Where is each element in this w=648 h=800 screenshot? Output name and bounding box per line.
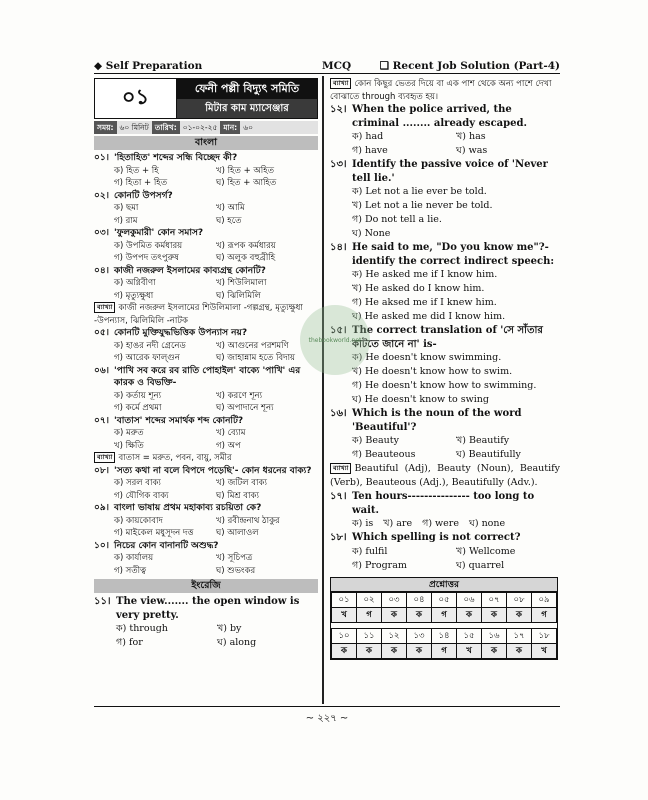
question-number-cell: ০৬ <box>456 592 481 607</box>
question-text: When the police arrived, the criminal ........ already escaped. <box>352 104 527 129</box>
question-number-cell: ০৫ <box>432 592 457 607</box>
option-group <box>330 434 560 462</box>
question-number: ১০। <box>94 540 109 551</box>
option[interactable]: খ) রবীন্দ্রনাথ ঠাকুর <box>216 515 280 526</box>
option[interactable]: ক) কার্যালয় <box>114 553 154 563</box>
option[interactable]: ক) হিত + হি <box>114 165 159 176</box>
exam-header <box>94 78 318 119</box>
exam-info-bar <box>94 121 318 134</box>
option[interactable]: ঘ) হিত + আহিত <box>216 178 277 188</box>
question-text: 'সত্য কথা না বলে বিপদে পড়েছি'- কোন ধরনের বাক্য? <box>114 465 312 476</box>
question-row <box>330 103 560 130</box>
answer-cell: গ <box>356 607 381 622</box>
option[interactable]: খ) সূচিপত্র <box>216 553 253 563</box>
answer-row <box>332 592 557 607</box>
option[interactable]: ক) fulfil <box>352 545 388 557</box>
option-grid <box>94 202 318 227</box>
answer-cell: ক <box>482 643 507 658</box>
question-row <box>94 327 318 340</box>
option[interactable]: খ) আগুনের পরশমণি <box>216 340 289 351</box>
question-number-cell: ১৭ <box>507 628 532 643</box>
question-11 <box>94 595 318 650</box>
option[interactable]: ক) হাঙর নদী গ্রেনেড <box>114 340 186 351</box>
question-row <box>94 190 318 203</box>
answer-cell: গ <box>432 643 457 658</box>
question-number: ০৬। <box>94 365 109 376</box>
question-number: ১৭। <box>330 491 347 502</box>
answer-cell: ক <box>407 607 432 622</box>
answer-key <box>330 577 558 660</box>
question-number-cell: ০৯ <box>532 592 557 607</box>
answer-row <box>332 643 557 658</box>
option[interactable]: ক) কর্তায় শূন্য <box>114 390 162 401</box>
marks-label: মান: <box>220 121 240 134</box>
question-item <box>330 241 560 324</box>
question-row <box>330 241 560 268</box>
option[interactable]: ক) উপমিত কর্মধারয় <box>114 240 183 251</box>
answer-cell: খ <box>332 607 357 622</box>
question-text: The view....... the open window is very pretty. <box>116 596 300 621</box>
option-group <box>330 351 560 407</box>
explanation-tag: ব্যাখ্যা <box>94 302 115 313</box>
option[interactable]: ঘ) quarrel <box>456 559 505 571</box>
exam-number: ০১ <box>95 79 177 118</box>
option[interactable]: ঘ) শুভংকর <box>216 565 256 576</box>
answer-cell: খ <box>532 643 557 658</box>
option[interactable]: খ) Let not a lie never be told. <box>352 200 493 211</box>
date-value: ০১-০২-২৫ <box>182 123 218 132</box>
option[interactable]: ঘ) অলুক বহুব্রীহি <box>216 253 276 263</box>
option[interactable]: খ) He doesn't know how to swim. <box>352 366 513 377</box>
question-number: ১২। <box>330 104 347 115</box>
question-text: 'ফুলকুমারী' কোন সমাস? <box>114 228 204 238</box>
option[interactable]: গ) Program <box>352 559 407 571</box>
option[interactable]: খ) has <box>456 131 486 142</box>
question-number: ০৪। <box>94 265 109 276</box>
answer-cell: ক <box>382 643 407 658</box>
option-grid <box>94 340 318 365</box>
running-header <box>94 60 560 74</box>
question-item <box>330 490 560 531</box>
question-row <box>94 265 318 278</box>
question-row <box>330 531 560 545</box>
option[interactable]: ক) সরল বাক্য <box>114 478 161 488</box>
question-item <box>94 365 318 415</box>
option[interactable]: গ) মৃত্যুক্ষুধা <box>114 290 154 301</box>
watermark-logo <box>300 305 370 375</box>
option[interactable]: ক) had <box>352 131 384 142</box>
question-number-cell: ১৮ <box>532 628 557 643</box>
option[interactable]: ঘ) None <box>352 228 391 239</box>
answer-cell: ক <box>382 607 407 622</box>
header-center: MCQ <box>322 60 352 72</box>
option-grid <box>94 165 318 190</box>
explanation-tag: ব্যাখ্যা <box>330 463 351 474</box>
question-number-cell: ১৬ <box>482 628 507 643</box>
answer-table <box>331 592 557 659</box>
option[interactable]: গ) He aksed me if I knew him. <box>352 297 497 308</box>
question-row <box>94 365 318 390</box>
question-number-cell: ১৪ <box>432 628 457 643</box>
question-item <box>94 415 318 465</box>
question-text: 'পাখি সব করে রব রাতি পোহাইল' বাক্যে 'পাখি' এর কারক ও বিভক্তি- <box>114 365 301 388</box>
option[interactable]: ঘ) He doesn't know to swing <box>352 394 489 405</box>
question-text: কোনটি মুক্তিযুদ্ধভিত্তিক উপন্যাস নয়? <box>114 328 248 338</box>
question-row <box>94 502 318 515</box>
answer-cell: ক <box>356 643 381 658</box>
question-number-cell: ০৩ <box>382 592 407 607</box>
question-number: ১৫। <box>330 325 347 336</box>
section-english: ইংরেজি <box>94 579 318 593</box>
explanation <box>330 462 560 490</box>
option[interactable]: গ) Do not tell a lie. <box>352 214 442 225</box>
option[interactable]: গ) অপ <box>216 440 241 451</box>
option[interactable]: গ) উপপদ তৎপুরুষ <box>114 253 179 263</box>
question-text: কাজী নজরুল ইসলামের কাব্যগ্রন্থ কোনটি? <box>114 265 266 276</box>
question-number: ১৮। <box>330 532 347 543</box>
question-number: ০২। <box>94 190 109 201</box>
question-number: ১৪। <box>330 242 347 253</box>
question-number: ০৭। <box>94 415 109 426</box>
question-number: ১৩। <box>330 159 347 170</box>
option[interactable]: ঘ) জাহান্নাম হতে বিদায় <box>216 353 296 363</box>
question-number-cell: ১১ <box>356 628 381 643</box>
page-number: ~ ২২৭ ~ <box>94 706 560 728</box>
answer-cell: ক <box>482 607 507 622</box>
option[interactable]: খ) আমি <box>216 203 245 213</box>
option[interactable]: ক) He doesn't know swimming. <box>352 352 502 363</box>
answer-cell: গ <box>532 607 557 622</box>
question-number-cell: ০১ <box>332 592 357 607</box>
question-number: ১৬। <box>330 408 347 419</box>
exam-organization: ফেনী পল্লী বিদ্যুৎ সমিতি <box>177 79 317 99</box>
question-text: নিচের কোন বানানটি অশুদ্ধ? <box>114 540 219 551</box>
question-number-cell: ০৭ <box>482 592 507 607</box>
question-number: ০৮। <box>94 465 109 476</box>
question-number-cell: ১২ <box>382 628 407 643</box>
question-text: বাংলা ভাষায় প্রথম মহাকাব্য রচয়িতা কে? <box>114 503 262 513</box>
option-grid <box>94 390 318 415</box>
watermark-text: thebookworld.net <box>308 336 362 344</box>
question-number-cell: ০৮ <box>507 592 532 607</box>
option[interactable]: ক) Beauty <box>352 435 399 446</box>
question-text: Which is the noun of the word 'Beautiful'? <box>352 408 522 433</box>
option[interactable]: খ) by <box>217 623 242 634</box>
option[interactable]: ক) through <box>116 623 168 634</box>
question-text: 'হিতাহিত' শব্দের সন্ধি বিচ্ছেদ কী? <box>114 153 238 163</box>
header-left: ◆ Self Preparation <box>94 60 203 72</box>
option-grid <box>94 427 318 452</box>
question-item <box>94 227 318 265</box>
option[interactable]: ক) কায়কোবাদ <box>114 515 163 526</box>
option[interactable]: খ) শিউলিমালা <box>216 278 267 288</box>
answer-cell: ক <box>456 607 481 622</box>
option-group <box>330 545 560 573</box>
answer-cell: ক <box>507 607 532 622</box>
question-item <box>330 158 560 241</box>
option[interactable]: গ) হিতা + হিত <box>114 178 168 188</box>
option[interactable]: ক) He asked me if I know him. <box>352 269 498 280</box>
question-number: ০৩। <box>94 228 109 238</box>
time-label: সময়: <box>94 121 117 134</box>
question-row <box>94 540 318 553</box>
option[interactable]: ঘ) ঝিলিমিলি <box>216 290 261 301</box>
option[interactable]: খ) জটিল বাক্য <box>216 478 267 488</box>
question-text: The correct translation of 'সে সাঁতার কাটতে জানে না' is- <box>352 325 543 350</box>
left-column <box>94 78 318 650</box>
answer-cell: গ <box>432 607 457 622</box>
explanation-tag: ব্যাখ্যা <box>330 78 351 89</box>
answer-cell: ক <box>507 643 532 658</box>
option[interactable]: খ) ক্ষিতি <box>114 440 144 451</box>
option[interactable]: ক) is <box>352 518 374 529</box>
option[interactable]: ঘ) অপাদানে শূন্য <box>216 403 274 413</box>
answer-row <box>332 628 557 643</box>
question-text: Which spelling is not correct? <box>352 532 521 543</box>
option[interactable]: গ) যৌগিক বাক্য <box>114 490 169 501</box>
answer-cell: ক <box>332 643 357 658</box>
question-item <box>94 502 318 540</box>
option[interactable]: ঘ) মিশ্র বাক্য <box>216 490 259 501</box>
option[interactable]: ঘ) none <box>468 518 506 529</box>
explanation-text: কাজী নজরুল ইসলামের শিউলিমালা -গল্পগ্রন্থ, মৃত্যুক্ষুধা -উপন্যাস, ঝিলিমিলি -নাটক <box>94 303 303 326</box>
option[interactable]: গ) সতীত্ব <box>114 565 147 576</box>
question-text: Identify the passive voice of 'Never tell lie.' <box>352 159 548 184</box>
option[interactable]: ক) মরুত <box>114 428 144 438</box>
question-text: He said to me, "Do you know me"?- identify the correct indirect speech: <box>352 242 555 267</box>
question-item <box>94 265 318 328</box>
answer-cell: খ <box>456 643 481 658</box>
question-item <box>94 190 318 228</box>
explanation-text: Beautiful (Adj), Beauty (Noun), Beautify (Verb), Beauteous (Adj.), Beautifully (Adv.). <box>330 463 560 488</box>
explanation-text: কোন কিছুর ভেতর দিয়ে বা এক পাশ থেকে অন্য পাশে দেখা বোঝাতে through ব্যবহৃত হয়। <box>330 79 552 102</box>
date-label: তারিখ: <box>152 121 180 134</box>
q11-explanation <box>330 78 560 103</box>
question-row <box>94 227 318 240</box>
option[interactable]: গ) মাইকেল মধুসূদন দত্ত <box>114 528 194 538</box>
marks-value: ৬০ <box>243 123 253 132</box>
option-group <box>330 185 560 241</box>
option[interactable]: ক) অগ্নিবীণা <box>114 278 156 288</box>
option-group <box>330 517 560 531</box>
option[interactable]: গ) have <box>352 145 388 156</box>
option[interactable]: খ) Beautify <box>456 435 510 446</box>
option[interactable]: ঘ) was <box>456 145 488 156</box>
question-row <box>94 415 318 428</box>
header-right: ❑ Recent Job Solution (Part-4) <box>379 60 560 72</box>
option[interactable]: খ) রূপক কর্মধারয় <box>216 240 276 251</box>
question-item <box>330 103 560 158</box>
option[interactable]: খ) are <box>383 518 413 529</box>
option[interactable]: ক) Let not a lie ever be told. <box>352 186 487 197</box>
question-number-cell: ০৪ <box>407 592 432 607</box>
option[interactable]: গ) কর্মে প্রথমা <box>114 403 162 413</box>
option-grid <box>94 240 318 265</box>
question-text: কোনটি উপসর্গ? <box>114 190 173 201</box>
option-grid <box>94 477 318 502</box>
explanation <box>94 302 318 327</box>
option[interactable]: গ) Beauteous <box>352 449 416 460</box>
option[interactable]: গ) were <box>422 518 459 529</box>
question-row <box>330 490 560 517</box>
option[interactable]: ঘ) along <box>217 637 257 648</box>
option-group <box>330 268 560 324</box>
question-number: ১১। <box>94 596 111 607</box>
option[interactable]: ঘ) হতে <box>216 215 242 226</box>
question-item <box>330 531 560 573</box>
option[interactable]: খ) করণে শূন্য <box>216 390 263 401</box>
option-group <box>330 130 560 158</box>
question-item <box>94 327 318 365</box>
answer-row <box>332 607 557 622</box>
option-grid <box>94 515 318 540</box>
question-number-cell: ১৩ <box>407 628 432 643</box>
answer-key-title: প্রশ্নোত্তর <box>331 578 557 592</box>
question-number: ০১। <box>94 153 109 163</box>
answer-cell: ক <box>407 643 432 658</box>
option[interactable]: খ) হিত + অহিত <box>216 165 275 176</box>
option-grid <box>94 552 318 577</box>
question-row <box>330 407 560 434</box>
question-number-cell: ১৫ <box>456 628 481 643</box>
option[interactable]: খ) Wellcome <box>456 545 516 557</box>
question-text: 'বাতাস' শব্দের সমার্থক শব্দ কোনটি? <box>114 415 244 426</box>
time-value: ৬০ মিনিট <box>119 123 149 132</box>
bangla-question-list <box>94 152 318 577</box>
question-text: Ten hours--------------- too long to wait. <box>352 491 535 516</box>
question-item <box>94 540 318 578</box>
option[interactable]: ঘ) আলাওল <box>216 528 259 538</box>
document-page <box>94 60 560 728</box>
option[interactable]: ঘ) He asked me did I know him. <box>352 311 506 322</box>
option[interactable]: গ) He doesn't know how to swimming. <box>352 380 537 391</box>
option[interactable]: গ) আরেক ফাল্গুন <box>114 353 180 363</box>
option[interactable]: খ) He asked do I know him. <box>352 283 485 294</box>
option[interactable]: গ) রাম <box>114 215 138 226</box>
explanation-tag: ব্যাখ্যা <box>94 452 115 463</box>
question-number: ০৫। <box>94 328 109 338</box>
option[interactable]: ঘ) Beautifully <box>456 449 521 460</box>
question-item <box>94 152 318 190</box>
column-divider <box>322 76 324 704</box>
option[interactable]: ক) ছমা <box>114 203 139 213</box>
question-item <box>94 465 318 503</box>
exam-post: মিটার কাম ম্যাসেঞ্জার <box>177 99 317 118</box>
question-number-cell: ০২ <box>356 592 381 607</box>
explanation <box>94 452 318 465</box>
option[interactable]: গ) for <box>116 637 143 648</box>
right-column <box>330 78 560 660</box>
section-bangla: বাংলা <box>94 136 318 150</box>
explanation-text: বাতাস = মরুত, পবন, বায়ু, সমীর <box>118 453 232 463</box>
question-row <box>330 158 560 185</box>
question-row <box>94 152 318 165</box>
option[interactable]: খ) ব্যোম <box>216 428 246 438</box>
option-grid <box>94 277 318 302</box>
question-number-cell: ১০ <box>332 628 357 643</box>
question-row <box>94 465 318 478</box>
question-number: ০৯। <box>94 503 109 513</box>
question-item <box>330 407 560 490</box>
